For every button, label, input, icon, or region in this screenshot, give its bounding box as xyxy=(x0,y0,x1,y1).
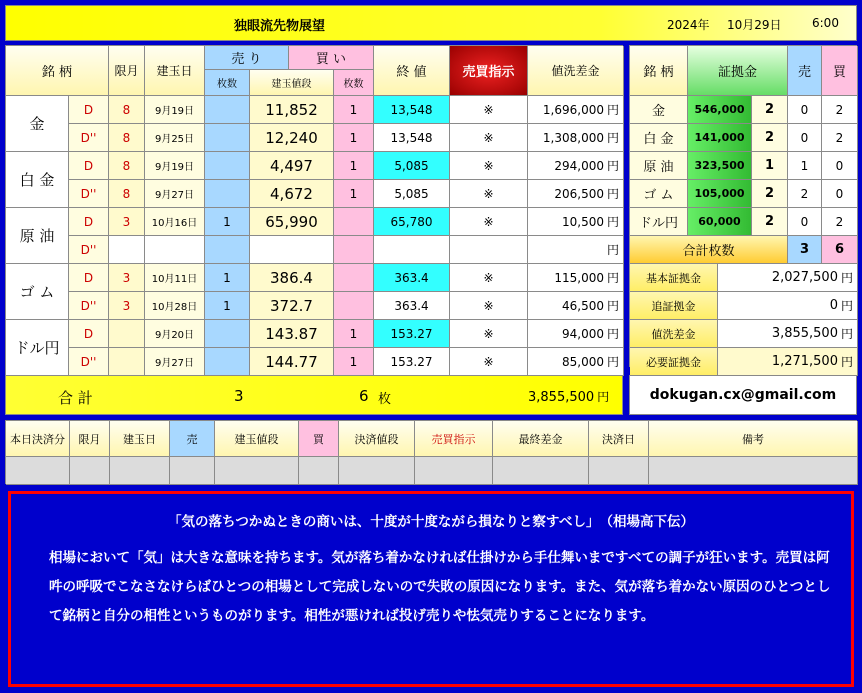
settled-header: 売 xyxy=(170,421,215,457)
position-close: 5,085 xyxy=(374,180,450,208)
position-diff: 85,000 円 xyxy=(528,348,624,376)
message-title: 「気の落ちつかぬときの商いは、十度が十度ながら損なりと察すべし」 （相場高下伝） xyxy=(167,514,695,530)
instrument-name: ゴ ム xyxy=(6,264,69,320)
margin-summary-value: 1,271,500 円 xyxy=(718,348,858,376)
position-diff: 46,500 円 xyxy=(528,292,624,320)
totals-label: 合 計 xyxy=(58,389,93,407)
margin-summary-label: 値洗差金 xyxy=(630,320,718,348)
position-sell: 1 xyxy=(205,292,250,320)
settled-header: 建玉値段 xyxy=(215,421,299,457)
margin-header-meigara: 銘 柄 xyxy=(630,46,688,96)
position-instr[interactable]: ※ xyxy=(450,96,528,124)
position-diff: 94,000 円 xyxy=(528,320,624,348)
margin-summary-label: 必要証拠金 xyxy=(630,348,718,376)
position-instr[interactable]: ※ xyxy=(450,320,528,348)
margin-mult: 2 xyxy=(752,96,788,124)
margin-amount: 60,000 xyxy=(688,208,752,236)
position-buy: 1 xyxy=(334,124,374,152)
settled-cell[interactable] xyxy=(649,457,858,485)
header-nearai-sakin: 値洗差金 xyxy=(528,46,624,96)
position-month: 3 xyxy=(109,264,145,292)
position-date: 10月16日 xyxy=(145,208,205,236)
position-type: D'' xyxy=(69,348,109,376)
position-close: 5,085 xyxy=(374,152,450,180)
position-price: 143.87 xyxy=(250,320,334,348)
position-sell xyxy=(205,96,250,124)
margin-buy: 2 xyxy=(822,96,858,124)
position-date: 9月20日 xyxy=(145,320,205,348)
position-buy: 1 xyxy=(334,180,374,208)
margin-mult: 2 xyxy=(752,180,788,208)
margin-buy: 2 xyxy=(822,124,858,152)
settled-header: 売買指示 xyxy=(415,421,493,457)
position-type: D xyxy=(69,208,109,236)
margin-amount: 323,500 xyxy=(688,152,752,180)
settled-cell[interactable] xyxy=(6,457,70,485)
position-instr[interactable]: ※ xyxy=(450,180,528,208)
settled-cell[interactable] xyxy=(215,457,299,485)
settled-header: 本日決済分 xyxy=(6,421,70,457)
totals-diff: 3,855,500 円 xyxy=(528,390,610,405)
position-type: D'' xyxy=(69,124,109,152)
time-label: 6:00 xyxy=(812,16,839,30)
margin-sell: 1 xyxy=(788,152,822,180)
email-box[interactable]: dokugan.cx@gmail.com xyxy=(629,375,857,415)
settled-cell[interactable] xyxy=(589,457,649,485)
position-buy xyxy=(334,236,374,264)
position-sell xyxy=(205,320,250,348)
header-kai: 買 い xyxy=(289,46,374,70)
settled-cell[interactable] xyxy=(110,457,170,485)
margin-mult: 1 xyxy=(752,152,788,180)
position-price: 12,240 xyxy=(250,124,334,152)
margin-amount: 105,000 xyxy=(688,180,752,208)
position-type: D xyxy=(69,264,109,292)
title-bar xyxy=(5,5,857,41)
margin-total-sell: 3 xyxy=(788,236,822,264)
position-month xyxy=(109,236,145,264)
position-diff: 1,696,000 円 xyxy=(528,96,624,124)
position-instr[interactable] xyxy=(450,236,528,264)
margin-mult: 2 xyxy=(752,124,788,152)
settled-cell[interactable] xyxy=(493,457,589,485)
position-type: D xyxy=(69,96,109,124)
position-month xyxy=(109,348,145,376)
settled-cell[interactable] xyxy=(339,457,415,485)
position-price: 144.77 xyxy=(250,348,334,376)
position-diff: 1,308,000 円 xyxy=(528,124,624,152)
margin-sell: 2 xyxy=(788,180,822,208)
header-owarine: 終 値 xyxy=(374,46,450,96)
margin-mult: 2 xyxy=(752,208,788,236)
position-sell: 1 xyxy=(205,264,250,292)
position-buy xyxy=(334,208,374,236)
position-instr[interactable]: ※ xyxy=(450,264,528,292)
margin-amount: 141,000 xyxy=(688,124,752,152)
margin-sell: 0 xyxy=(788,96,822,124)
margin-header-uri: 売 xyxy=(788,46,822,96)
margin-buy: 0 xyxy=(822,180,858,208)
settled-header: 決済値段 xyxy=(339,421,415,457)
position-instr[interactable]: ※ xyxy=(450,292,528,320)
position-date: 10月11日 xyxy=(145,264,205,292)
settled-table xyxy=(5,420,857,484)
margin-summary-value: 0 円 xyxy=(718,292,858,320)
settled-header: 買 xyxy=(299,421,339,457)
position-instr[interactable]: ※ xyxy=(450,124,528,152)
position-date: 9月27日 xyxy=(145,348,205,376)
position-close: 153.27 xyxy=(374,348,450,376)
margin-name: 金 xyxy=(630,96,688,124)
position-buy: 1 xyxy=(334,320,374,348)
year-label: 2024年 xyxy=(667,18,710,32)
header-genketsu: 限月 xyxy=(109,46,145,96)
settled-header: 建玉日 xyxy=(110,421,170,457)
position-sell xyxy=(205,348,250,376)
margin-name: ドル円 xyxy=(630,208,688,236)
page-title: 独眼流先物展望 xyxy=(234,19,326,34)
position-close: 13,548 xyxy=(374,124,450,152)
position-close: 65,780 xyxy=(374,208,450,236)
position-buy: 1 xyxy=(334,348,374,376)
header-baibai-shiji: 売買指示 xyxy=(450,46,528,96)
position-month: 8 xyxy=(109,96,145,124)
position-date: 9月19日 xyxy=(145,96,205,124)
margin-amount: 546,000 xyxy=(688,96,752,124)
header-buy-maisu: 枚数 xyxy=(334,70,374,96)
position-type: D xyxy=(69,152,109,180)
margin-name: 白 金 xyxy=(630,124,688,152)
position-buy xyxy=(334,264,374,292)
margin-table xyxy=(629,45,857,367)
instrument-name: 原 油 xyxy=(6,208,69,264)
position-month: 3 xyxy=(109,208,145,236)
margin-total-buy: 6 xyxy=(822,236,858,264)
margin-header-kai: 買 xyxy=(822,46,858,96)
margin-buy: 2 xyxy=(822,208,858,236)
position-instr[interactable]: ※ xyxy=(450,208,528,236)
margin-name: ゴ ム xyxy=(630,180,688,208)
totals-sell: 3 xyxy=(234,387,244,405)
position-price: 65,990 xyxy=(250,208,334,236)
margin-sell: 0 xyxy=(788,124,822,152)
position-instr[interactable]: ※ xyxy=(450,152,528,180)
position-price xyxy=(250,236,334,264)
position-type: D xyxy=(69,320,109,348)
position-close: 13,548 xyxy=(374,96,450,124)
settled-cell[interactable] xyxy=(299,457,339,485)
position-sell xyxy=(205,180,250,208)
position-sell xyxy=(205,152,250,180)
position-diff: 115,000 円 xyxy=(528,264,624,292)
position-buy: 1 xyxy=(334,96,374,124)
position-sell xyxy=(205,236,250,264)
position-price: 11,852 xyxy=(250,96,334,124)
settled-cell[interactable] xyxy=(70,457,110,485)
totals-row xyxy=(5,375,623,415)
position-price: 386.4 xyxy=(250,264,334,292)
position-date: 9月19日 xyxy=(145,152,205,180)
position-month xyxy=(109,320,145,348)
header-tategyoku-nedan: 建玉値段 xyxy=(250,70,334,96)
position-diff: 10,500 円 xyxy=(528,208,624,236)
position-type: D'' xyxy=(69,292,109,320)
margin-summary-label: 基本証拠金 xyxy=(630,264,718,292)
settled-header: 最終差金 xyxy=(493,421,589,457)
position-date xyxy=(145,236,205,264)
position-close: 153.27 xyxy=(374,320,450,348)
message-box xyxy=(8,491,854,687)
settled-cell[interactable] xyxy=(170,457,215,485)
position-month: 8 xyxy=(109,152,145,180)
position-date: 9月25日 xyxy=(145,124,205,152)
position-buy: 1 xyxy=(334,152,374,180)
position-instr[interactable]: ※ xyxy=(450,348,528,376)
position-month: 8 xyxy=(109,124,145,152)
position-buy xyxy=(334,292,374,320)
margin-summary-value: 3,855,500 円 xyxy=(718,320,858,348)
position-price: 4,497 xyxy=(250,152,334,180)
position-date: 10月28日 xyxy=(145,292,205,320)
header-meigara: 銘 柄 xyxy=(6,46,109,96)
settled-header: 限月 xyxy=(70,421,110,457)
totals-buy: 6 xyxy=(359,387,369,405)
margin-sell: 0 xyxy=(788,208,822,236)
margin-buy: 0 xyxy=(822,152,858,180)
position-close xyxy=(374,236,450,264)
totals-unit: 枚 xyxy=(378,392,392,407)
margin-summary-value: 2,027,500 円 xyxy=(718,264,858,292)
header-sell-maisu: 枚数 xyxy=(205,70,250,96)
message-body: 相場において「気」は大きな意味を持ちます。気が落ち着かなければ仕掛けから手仕舞いまですべての調子が狂います。売買は阿吽の呼吸でこなさなけらばひとつの相場として完成しないので失敗の原因になります。また、気が落ち着かない原因のひとつとして銘柄と自分の相性というものがります。相性が悪ければ投げ売りや怯気売りすることになります。 xyxy=(49,550,831,624)
position-diff: 294,000 円 xyxy=(528,152,624,180)
header-tategyokubi: 建玉日 xyxy=(145,46,205,96)
header-uri: 売 り xyxy=(205,46,289,70)
position-type: D'' xyxy=(69,180,109,208)
instrument-name: ドル円 xyxy=(6,320,69,376)
position-price: 372.7 xyxy=(250,292,334,320)
position-diff: 円 xyxy=(528,236,624,264)
position-close: 363.4 xyxy=(374,264,450,292)
positions-table xyxy=(5,45,623,375)
date-label: 10月29日 xyxy=(727,18,782,32)
margin-header-shokokin: 証拠金 xyxy=(688,46,788,96)
settled-header: 備考 xyxy=(649,421,858,457)
position-diff: 206,500 円 xyxy=(528,180,624,208)
margin-summary-label: 追証拠金 xyxy=(630,292,718,320)
position-date: 9月27日 xyxy=(145,180,205,208)
instrument-name: 金 xyxy=(6,96,69,152)
position-price: 4,672 xyxy=(250,180,334,208)
position-month: 8 xyxy=(109,180,145,208)
position-sell xyxy=(205,124,250,152)
position-sell: 1 xyxy=(205,208,250,236)
settled-cell[interactable] xyxy=(415,457,493,485)
position-close: 363.4 xyxy=(374,292,450,320)
position-month: 3 xyxy=(109,292,145,320)
position-type: D'' xyxy=(69,236,109,264)
instrument-name: 白 金 xyxy=(6,152,69,208)
margin-total-label: 合計枚数 xyxy=(630,236,788,264)
margin-name: 原 油 xyxy=(630,152,688,180)
settled-header: 決済日 xyxy=(589,421,649,457)
